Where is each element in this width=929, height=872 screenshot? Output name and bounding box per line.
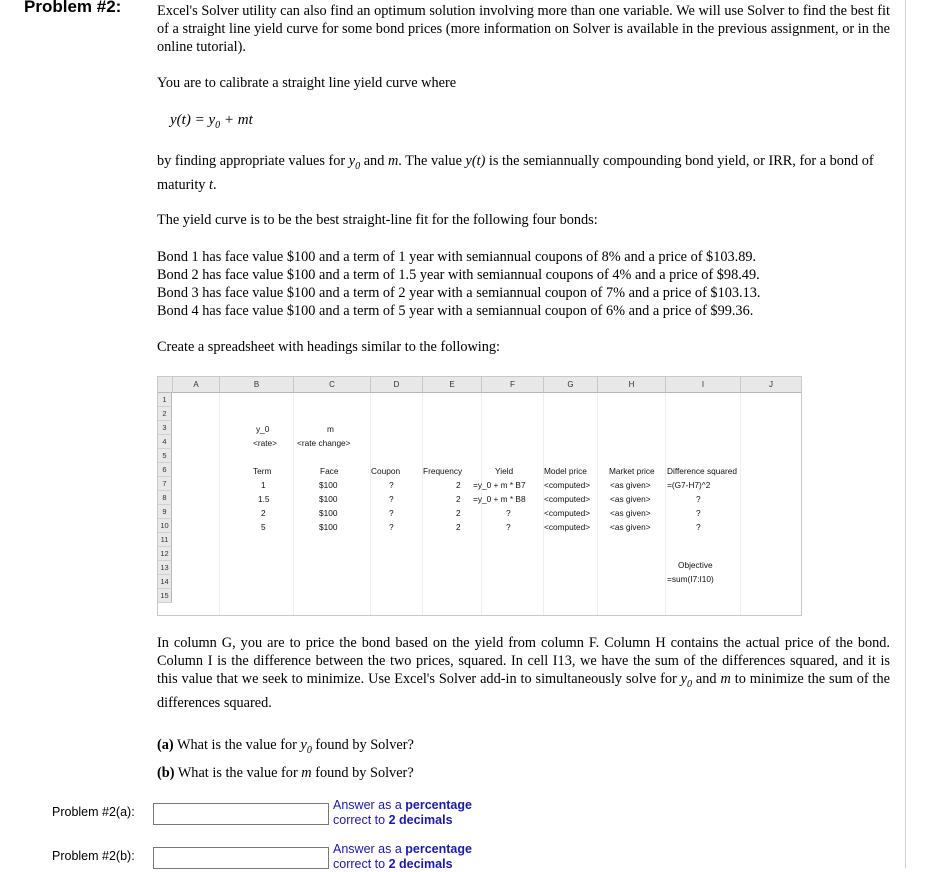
- hint-text: Answer as a: [333, 798, 402, 812]
- yield-equation: $y(t) = y_0$ + mt: [170, 112, 253, 131]
- row-13: 13: [158, 561, 172, 575]
- row-6: 6: [158, 463, 172, 477]
- header-term: Term: [253, 466, 272, 476]
- cell-b4: <rate>: [253, 438, 277, 448]
- finding-text-3: . The value: [398, 153, 462, 169]
- answer-a-hint: [333, 798, 472, 828]
- cell-i12-objective: Objective: [678, 560, 713, 570]
- cell-e9: 2: [456, 508, 461, 518]
- row-9: 9: [158, 505, 172, 519]
- cell-f7: =y_0 + m * B7: [473, 480, 526, 490]
- finding-text-2: and: [363, 153, 385, 169]
- intro-paragraph: Excel's Solver utility can also find an optimum solution involving more than one variable. We will use Solver to find the best fit of a straight line yield curve for some bond prices (more information on Solver is available in the previous assignment, or in the online tutorial).: [157, 3, 890, 55]
- cell-i8: ?: [696, 494, 701, 504]
- best-fit-text: The yield curve is to be the best straight-line fit for the following four bonds:: [157, 212, 598, 228]
- var-y0: $y_0$: [348, 153, 361, 172]
- var-m: m: [720, 671, 731, 687]
- cell-d10: ?: [389, 522, 394, 532]
- calibrate-text: You are to calibrate a straight line yield curve where: [157, 75, 457, 91]
- gridline: [293, 393, 294, 615]
- cell-c4: <rate change>: [297, 438, 351, 448]
- cell-b3: y_0: [256, 424, 270, 434]
- var-y0: $y_0$: [300, 737, 312, 756]
- question-b-end: found by Solver?: [315, 765, 414, 781]
- cell-e7: 2: [456, 480, 461, 490]
- row-3: 3: [158, 421, 172, 435]
- col-d: D: [371, 377, 423, 393]
- cell-f9: ?: [506, 508, 511, 518]
- create-text: Create a spreadsheet with headings similar to the following:: [157, 339, 501, 355]
- hint-bold: percentage: [405, 798, 472, 812]
- cell-d9: ?: [389, 508, 394, 518]
- gridline: [370, 393, 371, 615]
- cell-c9: $100: [319, 508, 338, 518]
- header-face: Face: [320, 466, 339, 476]
- cell-e8: 2: [456, 494, 461, 504]
- column-g-text-2: and: [695, 671, 717, 687]
- var-m: m: [387, 153, 399, 169]
- row-10: 10: [158, 519, 172, 533]
- problem-heading: Problem #2:: [24, 0, 122, 16]
- cell-b8: 1.5: [258, 494, 270, 504]
- hint-text: correct to: [333, 813, 386, 827]
- col-e: E: [423, 377, 482, 393]
- var-t: t: [209, 176, 214, 193]
- gridline: [597, 393, 598, 615]
- row-11: 11: [158, 533, 172, 547]
- cell-c7: $100: [319, 480, 338, 490]
- cell-c8: $100: [319, 494, 338, 504]
- row-8: 8: [158, 491, 172, 505]
- row-12: 12: [158, 547, 172, 561]
- cell-b7: 1: [261, 480, 266, 490]
- row-2: 2: [158, 407, 172, 421]
- var-m: m: [301, 765, 312, 781]
- cell-h7: <as given>: [610, 480, 651, 490]
- cell-g9: <computed>: [544, 508, 591, 518]
- cell-c10: $100: [319, 522, 338, 532]
- gridline: [665, 393, 666, 615]
- right-divider: [905, 0, 906, 868]
- hint-bold: 2 decimals: [388, 813, 453, 827]
- var-yt: y(t): [465, 153, 486, 169]
- row-1: 1: [158, 393, 172, 407]
- col-b: B: [220, 377, 294, 393]
- cell-h10: <as given>: [610, 522, 651, 532]
- answer-b-input[interactable]: [153, 847, 329, 869]
- hint-text: Answer as a: [333, 842, 402, 856]
- bond-2: Bond 2 has face value $100 and a term of 1.5 year with semiannual coupons of 4% and a price of $98.49.: [157, 267, 760, 283]
- answer-a-label: Problem #2(a):: [52, 805, 135, 819]
- column-g-paragraph: [157, 634, 890, 712]
- cell-g10: <computed>: [544, 522, 591, 532]
- header-coupon: Coupon: [371, 466, 401, 476]
- col-f: F: [482, 377, 544, 393]
- cell-g7: <computed>: [544, 480, 591, 490]
- answer-b-label: Problem #2(b):: [52, 849, 135, 863]
- header-model-price: Model price: [544, 466, 587, 476]
- gridline: [219, 393, 220, 615]
- cell-i7: =(G7-H7)^2: [667, 480, 711, 490]
- cell-g8: <computed>: [544, 494, 591, 504]
- question-a-text: What is the value for: [177, 737, 297, 753]
- cell-f8: =y_0 + m * B8: [473, 494, 526, 504]
- cell-i13-formula: =sum(I7:I10): [667, 574, 714, 584]
- cell-i10: ?: [696, 522, 701, 532]
- row-5: 5: [158, 449, 172, 463]
- finding-paragraph: by finding appropriate values for $y_0$ and m. The value y(t) is the semiannually compounding bond yield, or IRR, for a bond of maturity t.: [157, 153, 874, 193]
- cell-d8: ?: [389, 494, 394, 504]
- hint-bold: 2 decimals: [388, 857, 453, 871]
- var-y0: $y_0$: [680, 671, 693, 690]
- hint-text: correct to: [333, 857, 386, 871]
- header-difference-squared: Difference squared: [667, 466, 737, 476]
- gridline: [740, 393, 741, 615]
- header-market-price: Market price: [609, 466, 655, 476]
- sheet-corner: [158, 377, 173, 393]
- cell-d7: ?: [389, 480, 394, 490]
- hint-bold: percentage: [405, 842, 472, 856]
- cell-b10: 5: [261, 522, 266, 532]
- question-b-label: (b): [157, 765, 175, 781]
- col-g: G: [544, 377, 598, 393]
- question-b: [157, 764, 890, 782]
- finding-text-4: is the semiannually compounding bond yield, or IRR, for a bond of maturity: [157, 153, 874, 193]
- cell-e10: 2: [456, 522, 461, 532]
- cell-c3: m: [327, 424, 334, 434]
- col-i: I: [666, 377, 741, 393]
- question-b-text: What is the value for: [177, 765, 298, 781]
- header-frequency: Frequency: [423, 466, 463, 476]
- row-14: 14: [158, 575, 172, 589]
- question-a-end: found by Solver?: [315, 737, 414, 753]
- col-j: J: [741, 377, 801, 393]
- question-a-label: (a): [157, 737, 174, 753]
- spreadsheet-image: [157, 376, 802, 616]
- column-g-text: In column G, you are to price the bond based on the yield from column F. Column H contains the actual price of the bond. Column I is the difference between the two prices, squared. In cell I13, we have the sum of the differences squared, and it is this value that we seek to minimize. Use Excel's Solver add-in to simultaneously solve for: [157, 635, 890, 687]
- col-c: C: [294, 377, 371, 393]
- finding-text-1: by finding appropriate values for: [157, 153, 346, 169]
- row-15: 15: [158, 589, 172, 603]
- column-g-text-3: to minimize the sum of the differences squared.: [157, 671, 891, 711]
- row-7: 7: [158, 477, 172, 491]
- header-yield: Yield: [495, 466, 514, 476]
- col-a: A: [173, 377, 220, 393]
- answer-a-input[interactable]: [153, 803, 329, 825]
- cell-h8: <as given>: [610, 494, 651, 504]
- row-4: 4: [158, 435, 172, 449]
- gridline: [422, 393, 423, 615]
- col-h: H: [598, 377, 666, 393]
- cell-h9: <as given>: [610, 508, 651, 518]
- bond-1: Bond 1 has face value $100 and a term of 1 year with semiannual coupons of 8% and a price of $103.89.: [157, 249, 757, 265]
- cell-f10: ?: [506, 522, 511, 532]
- bond-3: Bond 3 has face value $100 and a term of 2 year with a semiannual coupon of 7% and a price of $103.13.: [157, 285, 761, 301]
- bond-4: Bond 4 has face value $100 and a term of 5 year with a semiannual coupon of 6% and a price of $99.36.: [157, 303, 754, 319]
- question-a: [157, 736, 890, 760]
- cell-b9: 2: [261, 508, 266, 518]
- cell-i9: ?: [696, 508, 701, 518]
